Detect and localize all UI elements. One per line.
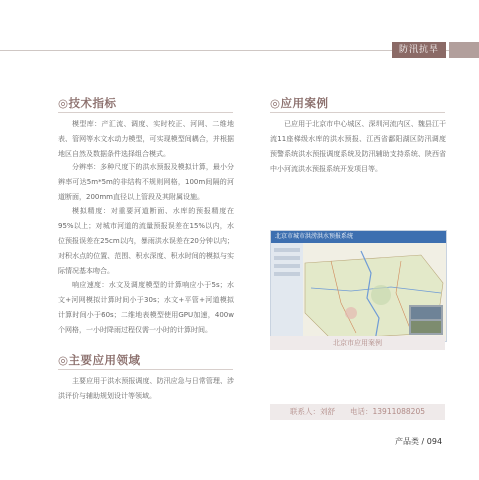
domain-para: 主要应用于洪水预报调度、防汛应急与日常管理、涉洪评价与辅助规划设计等领域。 (58, 377, 234, 400)
section-tag: 防汛抗旱 (392, 42, 446, 58)
tech-para-models: 模型库：产汇流、调度、实时校正、河网、二维地表、管网等水文水动力模型，可实现模型间耦合，并根据地区自然及数据条件选择组合模式。 (58, 120, 234, 158)
tech-heading: ◎技术指标 (58, 96, 117, 110)
case-heading: ◎应用案例 (270, 96, 329, 110)
case-heading-rule (270, 112, 445, 113)
domain-heading-rule (58, 369, 233, 370)
case-screenshot-titlebar: 北京市城市洪涝洪水预报系统 (271, 231, 446, 243)
case-screenshot-caption: 北京市应用案例 (270, 336, 445, 350)
case-screenshot (270, 230, 447, 342)
contact-info: 联系人：刘舒 电话：13911088205 (270, 404, 445, 420)
section-tag-extension (449, 42, 479, 58)
tech-para-speed: 响应速度：水文及调度模型的计算响应小于5s；水文+河网模拟计算时间小于30s；水文+平管+河道模拟计算时间小于60s；二维地表模型使用GPU加速，400w个网格，一小时降雨过程仅需一小时的计算时间。 (58, 281, 234, 334)
case-map-illustration (271, 243, 446, 341)
domain-heading: ◎主要应用领域 (58, 353, 141, 367)
case-para: 已应用于北京市中心城区、深圳河流内区、魏县江干流11座梯级水库的洪水预报、江西省鄱阳湖区防汛调度预警系统洪水预报调度系统及防汛辅助支持系统、陕西省中小河流洪水预报系统开发项目等。 (270, 120, 446, 173)
page-number: 产品类 / 094 (395, 437, 443, 446)
tech-para-accuracy: 模拟精度：对重要河道断面、水库的预报精度在95%以上；对城市河道的流量预报误差在15%以内，水位预报误差在25cm以内，暴雨洪水误差在20分钟以内；对积水点的位置、范围、积水深度、积水时间的模拟与实际情况基本吻合。 (58, 207, 234, 275)
tech-para-resolution: 分辨率：多种尺度下的洪水预报及模拟计算，最小分辨率可达5m*5m的非结构不规则网格，100m间隔的河道断面，200mm直径以上管段及其附属设施。 (58, 163, 234, 201)
tech-heading-rule (58, 112, 233, 113)
